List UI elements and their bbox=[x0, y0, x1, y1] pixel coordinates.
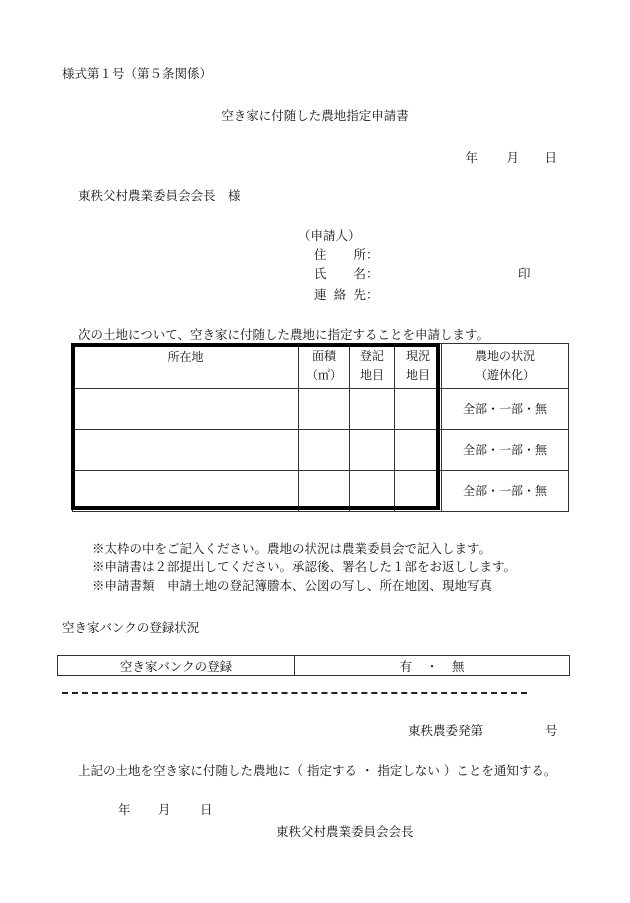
current-cell[interactable] bbox=[395, 430, 442, 471]
status-cell: 全部・一部・無 bbox=[442, 430, 569, 471]
bank-label-cell: 空き家バンクの登録 bbox=[58, 656, 295, 676]
applicant-label: （申請人） bbox=[298, 228, 361, 243]
application-date bbox=[438, 148, 557, 166]
applicant-contact-row[interactable] bbox=[314, 285, 379, 303]
notice-number-prefix: 東秩農委発第 bbox=[408, 723, 484, 738]
note-1: ※太枠の中をご記入ください。農地の状況は農業委員会で記入します。 bbox=[92, 541, 492, 556]
date-day-field[interactable]: 日 bbox=[200, 802, 213, 817]
table-row bbox=[73, 389, 569, 430]
address-colon: ： bbox=[366, 247, 379, 262]
notice-number-suffix: 号 bbox=[545, 723, 558, 738]
area-cell[interactable] bbox=[299, 471, 350, 512]
date-day-field[interactable]: 日 bbox=[544, 150, 557, 165]
status-cell: 全部・一部・無 bbox=[442, 389, 569, 430]
contact-label: 連絡先 bbox=[314, 287, 366, 302]
header-current-line1: 現況 bbox=[405, 349, 430, 363]
option-yes[interactable]: 有 bbox=[399, 658, 412, 674]
cut-line bbox=[62, 692, 527, 694]
header-area-line1: 面積 bbox=[311, 349, 336, 363]
header-area bbox=[299, 344, 350, 389]
chairman-signature: 東秩父村農業委員会会長 bbox=[276, 824, 414, 839]
note-2: ※申請書は２部提出してください。承認後、署名した１部をお返しします。 bbox=[92, 559, 517, 574]
date-month-field[interactable]: 月 bbox=[158, 802, 171, 817]
form-number: 様式第１号（第５条関係） bbox=[62, 66, 213, 81]
notice-number bbox=[408, 721, 558, 739]
header-registered bbox=[350, 344, 395, 389]
land-table-header bbox=[73, 344, 569, 389]
header-area-line2: （㎡） bbox=[305, 368, 342, 382]
document-title: 空き家に付随した農地指定申請書 bbox=[221, 108, 409, 123]
option-separator: ・ bbox=[425, 658, 439, 674]
header-registered-line2: 地目 bbox=[359, 368, 384, 382]
location-cell[interactable] bbox=[73, 430, 299, 471]
location-cell[interactable] bbox=[73, 471, 299, 512]
header-status-line1: 農地の状況 bbox=[474, 349, 535, 363]
registered-cell[interactable] bbox=[350, 389, 395, 430]
address-label: 住 所 bbox=[314, 247, 366, 262]
contact-colon: ： bbox=[366, 287, 379, 302]
registered-cell[interactable] bbox=[350, 471, 395, 512]
bank-options-cell bbox=[295, 656, 570, 676]
table-row bbox=[73, 471, 569, 512]
current-cell[interactable] bbox=[395, 389, 442, 430]
seal-mark: 印 bbox=[518, 266, 531, 281]
header-status bbox=[442, 344, 569, 389]
name-colon: ： bbox=[366, 266, 379, 281]
applicant-address-row[interactable] bbox=[314, 245, 379, 263]
option-no[interactable]: 無 bbox=[452, 658, 465, 674]
bank-section-title: 空き家バンクの登録状況 bbox=[62, 620, 200, 635]
date-month-field[interactable]: 月 bbox=[506, 150, 519, 165]
header-location: 所在地 bbox=[73, 344, 299, 389]
area-cell[interactable] bbox=[299, 389, 350, 430]
header-current bbox=[395, 344, 442, 389]
note-3: ※申請書類 申請土地の登記簿謄本、公図の写し、所在地図、現地写真 bbox=[92, 578, 493, 593]
date-year-field[interactable]: 年 bbox=[118, 802, 131, 817]
applicant-name-row[interactable] bbox=[314, 264, 379, 282]
notice-date bbox=[118, 800, 213, 818]
current-cell[interactable] bbox=[395, 471, 442, 512]
area-cell[interactable] bbox=[299, 430, 350, 471]
location-cell[interactable] bbox=[73, 389, 299, 430]
header-status-line2: （遊休化） bbox=[474, 368, 535, 382]
notice-text: 上記の土地を空き家に付随した農地に（ 指定する ・ 指定しない ）ことを通知する。 bbox=[78, 763, 557, 778]
addressee: 東秩父村農業委員会会長 様 bbox=[78, 188, 241, 203]
header-registered-line1: 登記 bbox=[359, 349, 384, 363]
bank-table bbox=[57, 655, 570, 676]
status-cell: 全部・一部・無 bbox=[442, 471, 569, 512]
name-label: 氏 名 bbox=[314, 266, 366, 281]
header-current-line2: 地目 bbox=[405, 368, 430, 382]
date-year-field[interactable]: 年 bbox=[465, 150, 478, 165]
table-row bbox=[73, 430, 569, 471]
intro-text: 次の土地について、空き家に付随した農地に指定することを申請します。 bbox=[78, 327, 490, 342]
registered-cell[interactable] bbox=[350, 430, 395, 471]
land-table bbox=[72, 343, 569, 512]
